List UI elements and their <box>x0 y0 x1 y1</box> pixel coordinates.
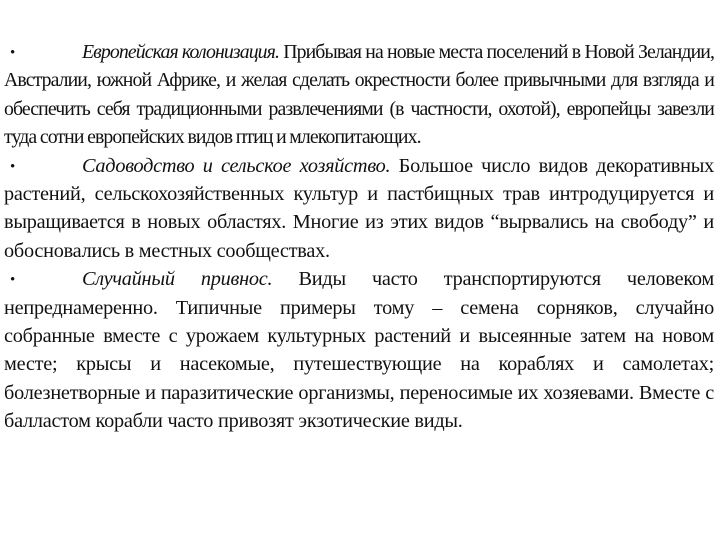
bullet-icon: • <box>10 45 15 61</box>
list-item-gardening-agriculture <box>4 152 714 266</box>
bullet-icon: • <box>10 272 16 289</box>
item-text: Виды часто транспортируются человеком непреднамеренно. Типичные примеры тому – семена сорняков, случайно собранные вместе с урожаем культурных растений и высеянные затем на новом месте; крысы и насекомые, путешествующие на кораблях и самолетах; болезнетворные и паразитические организмы, переносимые их хозяевами. Вместе с балластом корабли часто привозят экзотические виды. <box>4 268 714 433</box>
item-text: Прибывая на новые места поселений в Новой Зеландии, Австралии, южной Африке, и желая сделать окрестности более привычными для взгляда и обеспечить себя традиционными развлечениями (в частности, охотой), европейцы завезли туда сотни европейских видов птиц и млекопитающих. <box>4 41 714 149</box>
item-term: Европейская колонизация. <box>82 41 280 63</box>
list-item-european-colonization <box>4 38 714 152</box>
item-term: Садоводство и сельское хозяйство. <box>82 154 391 177</box>
item-text: Большое число видов декоративных растений, сельскохозяйственных культур и пастбищных трав интродуцируется и выращивается в новых областях. Многие из этих видов “вырвались на свободу” и обосновались в местных сообществах. <box>4 154 714 262</box>
item-term: Случайный привнос. <box>82 268 273 291</box>
bullet-icon: • <box>10 158 16 175</box>
list-item-accidental-introduction <box>4 265 714 435</box>
